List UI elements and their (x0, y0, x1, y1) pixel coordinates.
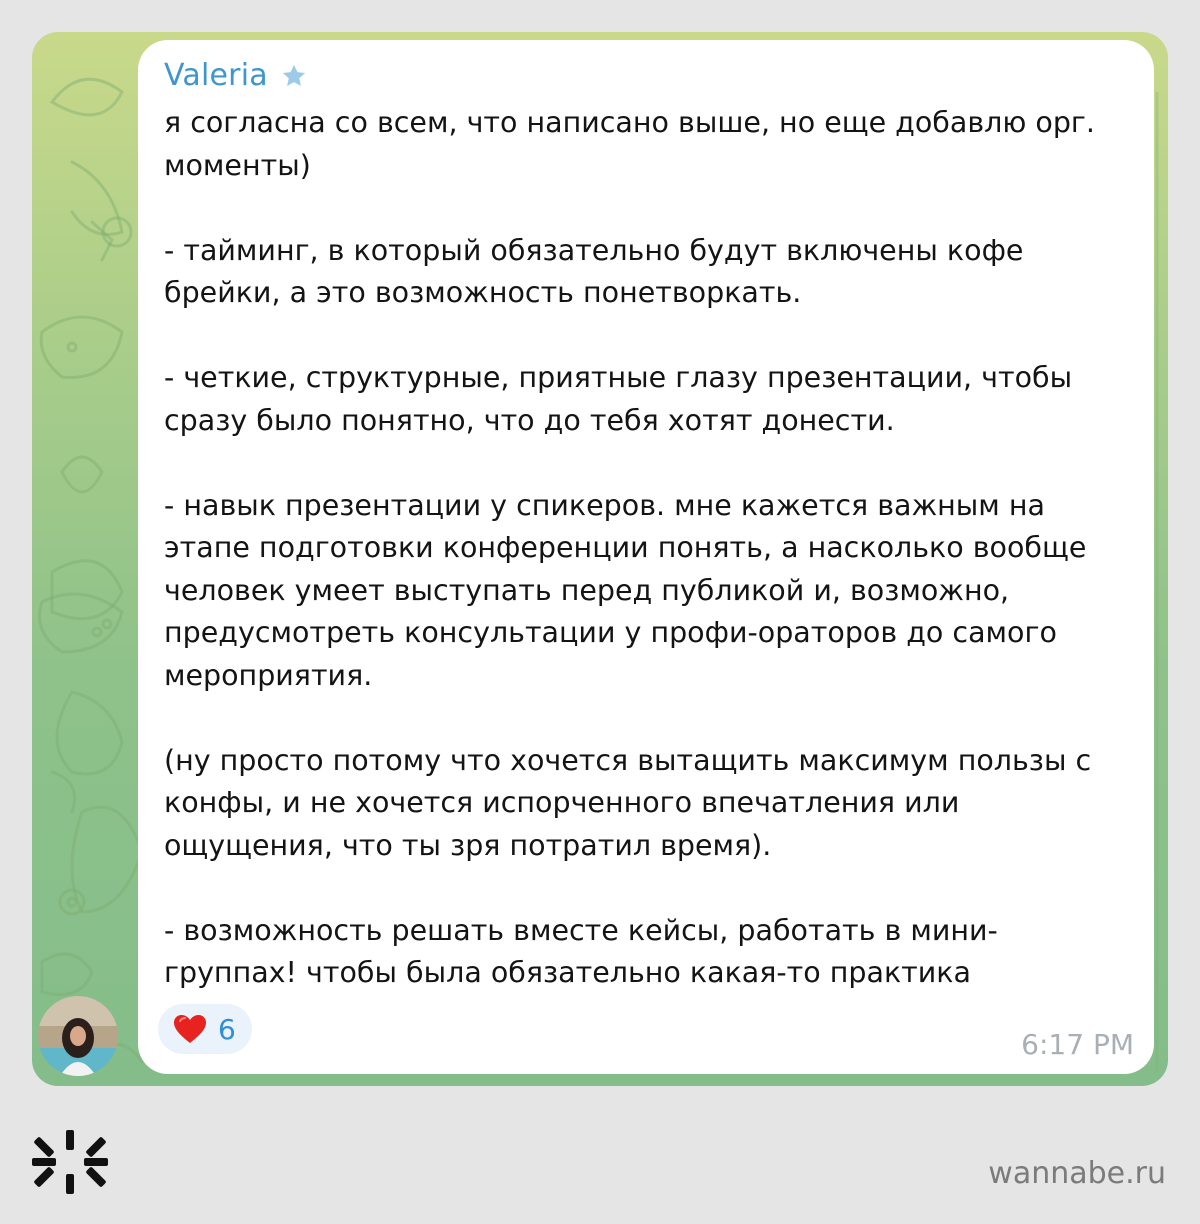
reaction-heart-button[interactable] (158, 1004, 252, 1054)
message-text: я согласна со всем, что написано выше, но еще добавлю орг. моменты) - тайминг, в который обязательно будут включены кофе брейки, а это возможность понетворкать. - четкие, структурные, приятные глазу презентации, чтобы сразу было понятно, что до тебя хотят донести. - навык презентации у спикеров. мне кажется важным на этапе подготовки конференции понять, а насколько вообще человек умеет выступать перед публикой и, возможно, предусмотреть консультации у профи-ораторов до самого мероприятия. (ну просто потому что хочется вытащить максимум пользы с конфы, и не хочется испорченного впечатления или ощущения, что ты зря потратил время). - возможность решать вместе кейсы, работать в мини- группах! чтобы была обязательно какая-то практика (164, 106, 1095, 989)
site-url: wannabe.ru (988, 1156, 1166, 1191)
logo-icon (32, 1130, 108, 1194)
avatar-image (38, 996, 118, 1076)
avatar[interactable] (38, 996, 118, 1076)
star-icon (280, 62, 308, 90)
reaction-count: 6 (218, 1012, 236, 1046)
message-time: 6:17 PM (1021, 1028, 1134, 1061)
heart-icon (172, 1013, 208, 1045)
sender-name[interactable] (164, 58, 308, 93)
sender-label: Valeria (164, 58, 268, 93)
